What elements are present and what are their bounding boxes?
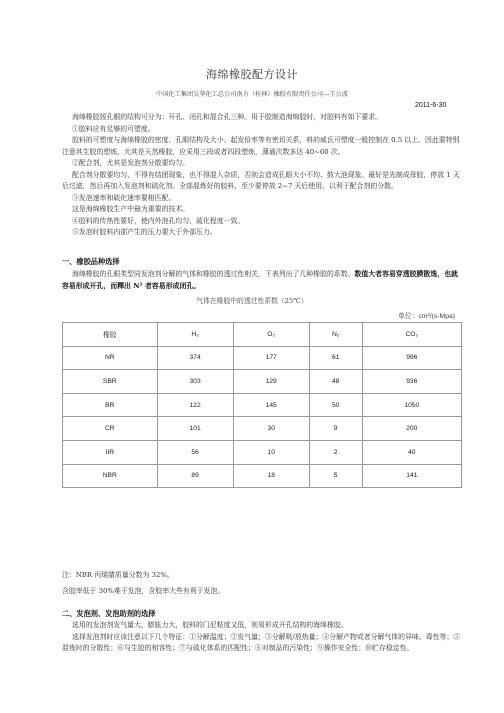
requirement-5: ⑤发泡时胶料内部产生的压力要大于外部压力。 [72,228,217,236]
table-header-cell: N₂ [309,323,362,347]
table-note: 注：NBR 丙烯腈质量分数为 32%。 [62,571,174,579]
table-cell: 101 [157,417,233,441]
table-header-cell: O₂ [233,323,309,347]
permeability-table [62,322,462,488]
table-cell: 145 [233,393,309,417]
table-cell: 122 [157,393,233,417]
table-row [63,370,462,394]
table-cell: CR [63,417,158,441]
table-row [63,417,462,441]
intro-section [62,112,462,239]
table-cell: IIR [63,440,158,464]
section2-paragraph: 选择发泡剂时应该注意以下几个特征：①分解温度；②发气量；③分解吸/放热量；④分解产物或者分解气体的异味、毒性等；⑤混炼时的分散性；⑥与生胶的相容性；⑦与硫化体系的匹配性；⑧对制品的污染性；⑨操作安全性；⑩贮存稳定性。 [62,632,461,652]
requirement-1: ①胶料应有足够的可塑度。 [72,124,155,133]
section2-paragraph: 选用的发泡剂发气量大、膨胀力大，胶料的门尼粘度又低，则易形成开孔结构的海绵橡胶。 [72,621,348,629]
table-cell: 129 [233,370,309,394]
section1-text [62,269,462,292]
table-note: 含胶率低于 30%难于发泡，含胶率大些有利于发泡。 [62,587,225,595]
section1-text-bold: 数值大者容易穿透胶膜散逸，也就容易形成开孔，而釋出 N² 者容易形成闭孔。 [62,270,458,290]
table-cell: 30 [233,417,309,441]
table-cell: 50 [309,393,362,417]
document-date: 2011-6-30 [415,102,447,109]
table-row [63,346,462,370]
table-cell: 61 [309,346,362,370]
table-cell: 1050 [362,393,461,417]
table-cell: 177 [233,346,309,370]
table-cell: 996 [362,346,461,370]
table-cell: 89 [157,464,233,488]
table-cell: SBR [63,370,158,394]
table-cell: 141 [362,464,461,488]
intro-paragraph: 这是海绵橡胶生产中最为重要的技术。 [72,205,190,213]
table-cell: NR [63,346,158,370]
table-cell: 56 [157,440,233,464]
table-cell: 40 [362,440,461,464]
section1-text-normal: 海绵橡胶的孔眼类型同发泡剂分解的气体和橡胶的透过性相关，下表列出了几种橡胶的系数。 [72,270,355,278]
intro-paragraph: 海绵橡胶按孔眼的结构可分为：开孔、闭孔和混合孔三种。用于胶制造海绵胶时，对胶料有如下要求。 [72,113,383,121]
section-heading: 二、发泡剂、发泡助剂的选择 [62,609,156,618]
table-cell: 2 [309,440,362,464]
table-header-cell: H₂ [157,323,233,347]
table-row [63,393,462,417]
document-title: 海绵橡胶配方设计 [206,68,298,81]
table-cell: 374 [157,346,233,370]
table-caption: 气体在橡胶中的透过性系数（25℃） [196,297,308,305]
table-cell: 18 [233,464,309,488]
table-cell: 9 [309,417,362,441]
table-row [63,440,462,464]
requirement-4: ④胶料的传热性要好，使内外泡孔均匀、硫化程度一致。 [72,216,245,225]
table-cell: 10 [233,440,309,464]
requirement-2: ②配合剂，尤其是发泡剂分散要均匀。 [72,159,190,167]
table-cell: 936 [362,370,461,394]
author-line: 中国化工集团吴华化工总公司南方（桂林）橡胶有限责任公司---王公波 [156,91,348,98]
table-row [63,464,462,488]
table-header-cell: 橡胶 [63,323,158,347]
table-cell: 200 [362,417,461,441]
intro-paragraph: 胶料的可塑度与海绵橡胶的密度、孔眼结构及大小、起发倍率等有密切关系，料的威氏可塑度一般控制在 0.5 以上。因此要特别注意其生胶的塑炼，尤其是天然橡胶，应采用三段或者四段塑炼，薄通次数多达 40~60 次。 [62,136,460,156]
intro-paragraph: 配合剂分散要均匀，不得有结团现象，也不得混入杂质，否则会造成孔眼大小不均、鼓大泡现象。最好是先制成母胶，停放 1 天后过滤，然后再加入发泡剂和硫化剂。全部混炼好的胶料，至少要停放 2~7 天后使用，以利于配合剂的分散。 [62,170,460,190]
section2-text [62,620,462,655]
table-cell: 48 [309,370,362,394]
table-cell: 5 [309,464,362,488]
table-header-cell: CO₂ [362,323,461,347]
requirement-3: ③发泡速率和硫化速率要相匹配。 [72,193,176,202]
section-heading: 一、橡胶品种选择 [62,257,120,266]
table-cell: BR [63,393,158,417]
table-unit: 单位：cm²/(s·Mpa) [398,313,456,320]
table-cell: NBR [63,464,158,488]
table-cell: 303 [157,370,233,394]
table-header-row [63,323,462,347]
